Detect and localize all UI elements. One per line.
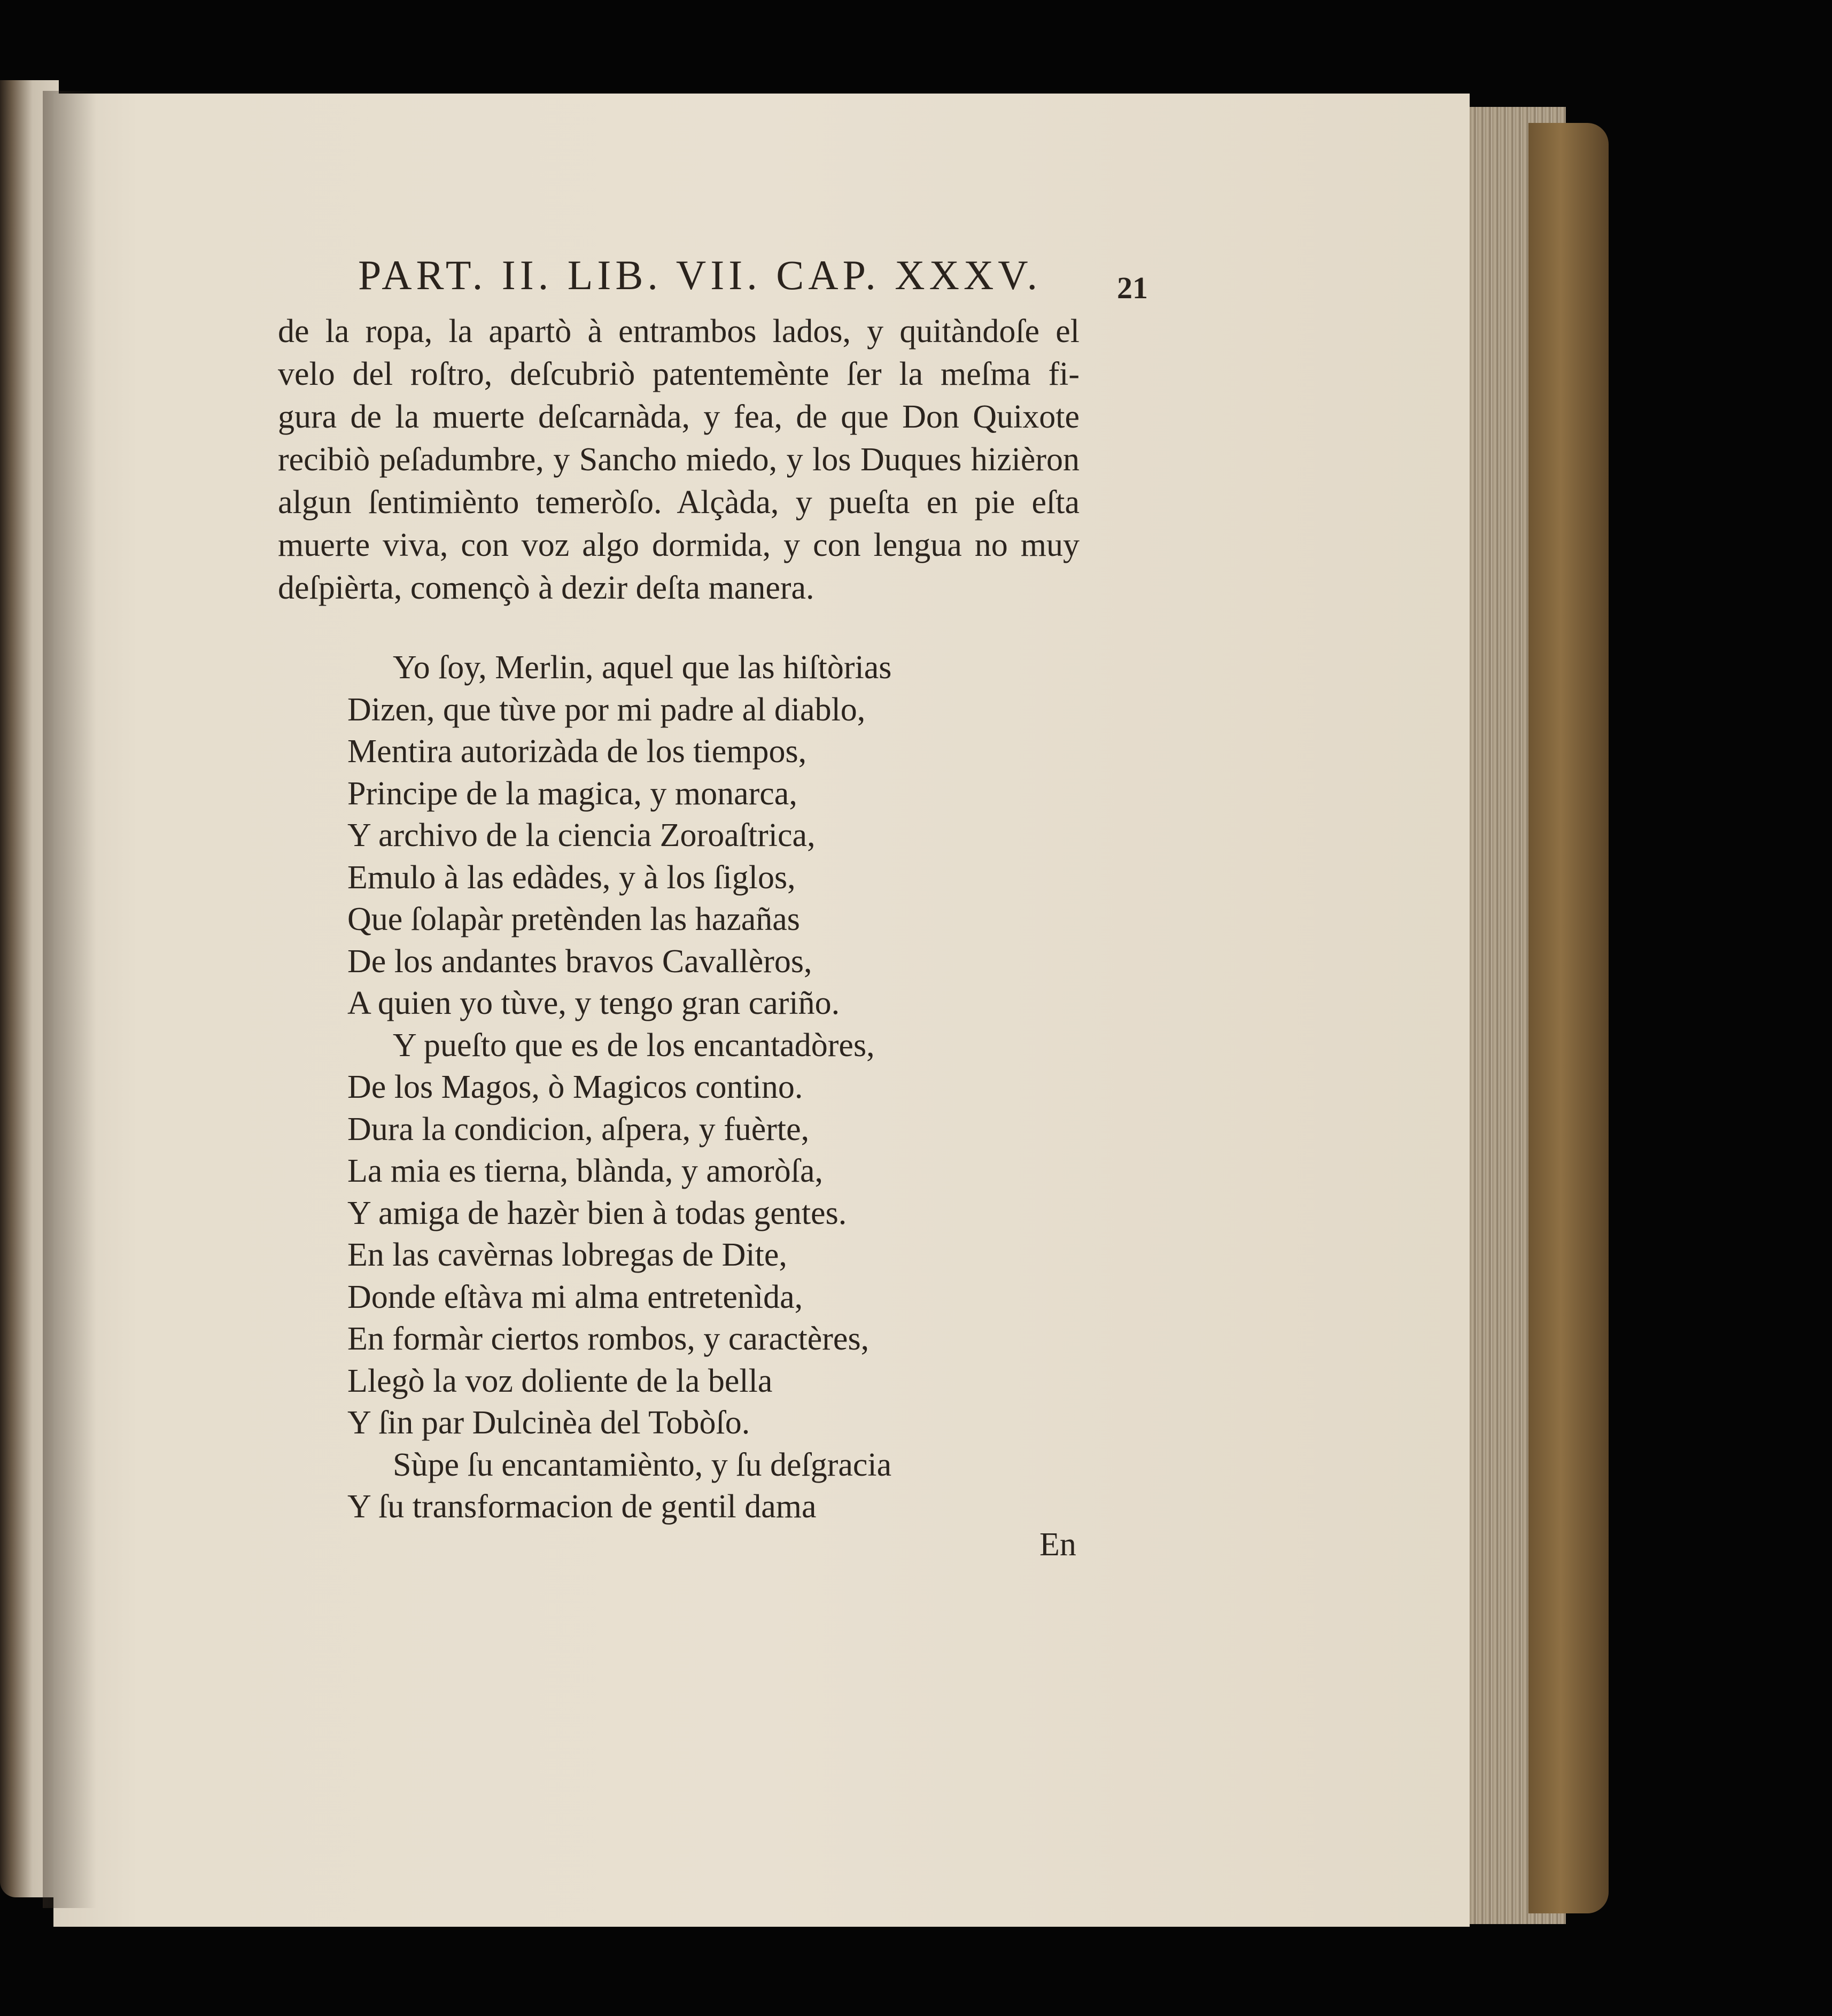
verse-line: Sùpe ſu encantamiènto, y ſu deſgracia xyxy=(393,1446,892,1483)
verse-line: De los Magos, ò Magicos contino. xyxy=(347,1069,803,1105)
prose-line: de la ropa, la apartò à entrambos lados, y quitàndoſe el xyxy=(278,313,1080,350)
verse-line: Donde eſtàva mi alma entretenìda, xyxy=(347,1278,803,1315)
prose-line: recibiò peſadumbre, y Sancho miedo, y los Duques hizièron xyxy=(278,441,1080,478)
verse-line: Yo ſoy, Merlin, aquel que las hiſtòrias xyxy=(393,649,892,686)
verse-line: De los andantes bravos Cavallèros, xyxy=(347,943,812,980)
verse-line: Dizen, que tùve por mi padre al diablo, xyxy=(347,691,866,728)
prose-line: muerte viva, con voz algo dormida, y con lengua no muy xyxy=(278,527,1080,563)
catchword: En xyxy=(1039,1526,1076,1563)
verse-block xyxy=(347,647,891,1528)
verse-line: Y amiga de hazèr bien à todas gentes. xyxy=(347,1195,847,1231)
verse-line: En las cavèrnas lobregas de Dite, xyxy=(347,1237,787,1273)
prose-line: velo del roſtro, deſcubriò patentemènte ſer la meſma fi- xyxy=(278,356,1080,392)
verse-line: A quien yo tùve, y tengo gran cariño. xyxy=(347,985,840,1021)
book-cover-edge xyxy=(1528,123,1609,1913)
prose-line: algun ſentimiènto temeròſo. Alçàda, y pueſta en pie eſta xyxy=(278,484,1080,521)
prose-line: gura de la muerte deſcarnàda, y fea, de que Don Quixote xyxy=(278,399,1080,435)
verse-line: Emulo à las edàdes, y à los ſiglos, xyxy=(347,859,796,896)
verse-line: Que ſolapàr pretènden las hazañas xyxy=(347,901,800,937)
verse-line: Y archivo de la ciencia Zoroaſtrica, xyxy=(347,817,816,854)
verse-line: Principe de la magica, y monarca, xyxy=(347,775,797,812)
verse-line: Mentira autorizàda de los tiempos, xyxy=(347,733,807,770)
verse-line: Llegò la voz doliente de la bella xyxy=(347,1362,773,1399)
page-number: 21 xyxy=(1117,270,1148,305)
verse-line: La mia es tierna, blànda, y amoròſa, xyxy=(347,1153,824,1189)
verse-line: Y ſu transformacion de gentil dama xyxy=(347,1488,817,1525)
gutter-shadow xyxy=(43,91,96,1908)
verse-line: Y pueſto que es de los encantadòres, xyxy=(393,1027,875,1064)
verse-line: Dura la condicion, aſpera, y fuèrte, xyxy=(347,1111,810,1147)
running-head: PART. II. LIB. VII. CAP. XXXV. xyxy=(358,252,1042,298)
verse-line: Y ſin par Dulcinèa del Tobòſo. xyxy=(347,1405,750,1441)
verse-line: En formàr ciertos rombos, y caractères, xyxy=(347,1321,870,1357)
prose-line: deſpièrta, començò à dezir deſta manera. xyxy=(278,570,814,606)
prose-paragraph xyxy=(278,310,1080,609)
